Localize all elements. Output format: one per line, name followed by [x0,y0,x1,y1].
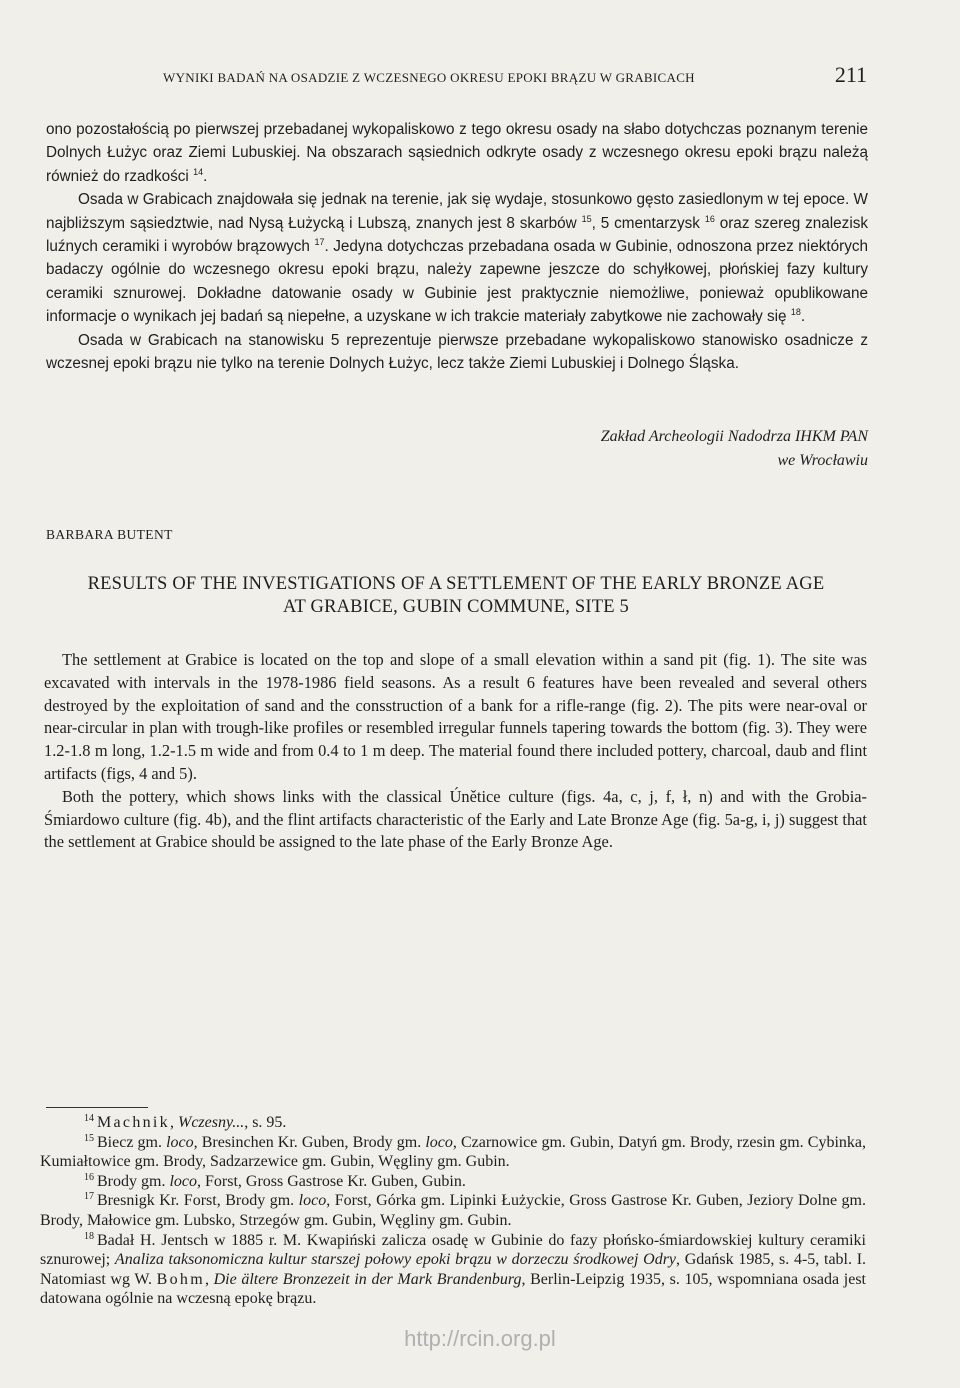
paragraph: The settlement at Grabice is located on the top and slope of a small elevation within a sand pit (fig. 1). The site was excavated with intervals in the 1978-1986 field seasons. As a result 6 features have been revealed and several others destroyed by the exploitation of sand and the consstruction of a bank for a rifle-range (fig. 2). The pits were near-oval or near-circular in plan with trough-like profiles or resembled irregular funnels tapering towards the bottom (fig. 3). They were 1.2-1.8 m long, 1.2-1.5 m wide and from 0.4 to 1 m deep. The material found there included pottery, charcoal, daub and flint artifacts (figs, 4 and 5). [44,650,867,783]
footnote [40,1191,866,1230]
paragraph: Both the pottery, which shows links with the classical Únětice culture (figs. 4a, c, j, f, ł, n) and with the Grobia-Śmiardowo culture (fig. 4b), and the flint artifacts characteristic of the Early and Late Bronze Age (fig. 5a-g, i, j) suggest that the settlement at Grabice should be assigned to the late phase of the Early Bronze Age. [44,786,867,852]
footnote-text: Machnik [97,1114,170,1131]
footnote-rule [46,1107,148,1108]
footnote-text: , Berlin-Leipzig 1935, s. 105, wspomniana osada jest datowana ogólnie na wczesną epokę brązu. [40,1270,866,1308]
footnote-text: loco [425,1133,453,1151]
article-title [46,573,866,619]
footnote-text: , [204,1270,214,1288]
footnote-text: , Forst, Gross Gastrose Kr. Guben, Gubin. [197,1172,466,1190]
footnote-text: , [169,1114,178,1131]
text-run: . [203,167,208,185]
text-run: oraz szereg znalezisk luźnych ceramiki i wyrobów brązowych [46,214,869,256]
paragraph [46,188,868,328]
title-line: RESULTS OF THE INVESTIGATIONS OF A SETTLEMENT OF THE EARLY BRONZE AGE [87,574,825,594]
footnote-text: loco [166,1133,194,1151]
footnote-ref: 17 [314,237,325,248]
footnote-text: Biecz gm. [97,1133,167,1151]
footnote-number: 15 [84,1132,94,1144]
footnote-text: , s. 95. [244,1114,287,1131]
footnote [40,1231,866,1309]
footnote [40,1113,866,1133]
footnotes [40,1113,866,1309]
footnote-text: , Forst, Górka gm. Lipinki Łużyckie, Gross Gastrose Kr. Guben, Jeziory Dolne gm. Brody, Małowice gm. Lubsko, Strzegów gm. Gubin, Węgliny gm. Gubin. [40,1192,867,1229]
footnote-ref: 15 [581,213,592,224]
footnote-text: , Czarnowice gm. Gubin, Datyń gm. Brody, rzesin gm. Cybinka, Kumiałtowice gm. Brody, Sadzarzewice gm. Gubin, Węgliny gm. Gubin. [40,1133,866,1171]
footnote-number: 17 [84,1191,94,1203]
english-summary [44,649,867,854]
text-run: ono pozostałością po pierwszej przebadanej wykopaliskowo z tego okresu osady na słabo dotychczas poznanym terenie Dolnych Łużyc oraz Ziemi Lubuskiej. Na obszarach sąsiednich odkryte osady z wczesnego okresu epoki brązu należą również do rzadkości [46,121,868,185]
footnote-ref: 18 [790,307,801,318]
footnote-ref: 16 [704,213,715,224]
title-line: AT GRABICE, GUBIN COMMUNE, SITE 5 [283,597,629,617]
page-number: 211 [834,62,867,87]
footnote-number: 16 [84,1171,94,1183]
footnote-number: 18 [84,1230,94,1242]
footnote [40,1172,866,1192]
running-head: WYNIKI BADAŃ NA OSADZIE Z WCZESNEGO OKRESU EPOKI BRĄZU W GRABICACH [163,70,695,85]
footnote-number: 14 [84,1113,94,1124]
footnote-text: loco [298,1192,327,1210]
text-run: Osada w Grabicach znajdowała się jednak na terenie, jak się wydaje, stosunkowo gęsto zasiedlonym w tej epoce. W najbliższym sąsiedztwie, nad Nysą Łużycką i Lubszą, znanych jest 8 skarbów [46,191,868,232]
footnote-text: Wczesny... [177,1114,245,1131]
text-run: . Jedyna dotychczas przebadana osada w Gubinie, odnoszona przez niektórych badaczy ogólnie do wczesnego okresu epoki brązu, należy zapewne jeszcze do schyłkowej, płońskiej fazy kultury ceramiki sznurowej. Dokładne datowanie osady w Gubinie jest praktycznie niemożliwe, ponieważ opublikowane informacje o wynikach jej badań są niepełne, a uzyskane w ich trakcie materiały zabytkowe nie zachowały się [46,238,869,326]
footnote [40,1133,866,1172]
footnote-text: Die ältere Bronzezeit in der Mark Brandenburg [213,1270,522,1288]
footnote-text: loco [169,1172,197,1190]
author-name: BARBARA BUTENT [46,527,173,542]
footnote-text: Analiza taksonomiczna kultur starszej połowy epoki brązu w dorzeczu środkowej Odry [114,1251,677,1269]
polish-body [46,118,868,375]
affiliation-line: we Wrocławiu [777,452,868,469]
footnote-text: Bresnigk Kr. Forst, Brody gm. [97,1192,299,1210]
footnote-text: , Bresinchen Kr. Guben, Brody gm. [193,1133,426,1151]
watermark: http://rcin.org.pl [404,1326,556,1351]
footnote-text: Bohm [156,1270,205,1288]
paragraph: Osada w Grabicach na stanowisku 5 reprezentuje pierwsze przebadane wykopaliskowo stanowisko osadnicze z wczesnej epoki brązu nie tylko na terenie Dolnych Łużyc, lecz także Ziemi Lubuskiej i Dolnego Śląska. [46,331,868,373]
affiliation-line: Zakład Archeologii Nadodrza IHKM PAN [600,428,868,445]
paragraph [46,118,868,188]
footnote-text: , Gdańsk 1985, s. 4-5, tabl. I. Natomiast wg W. [40,1251,867,1288]
footnote-text: Badał H. Jentsch w 1885 r. M. Kwapiński zalicza osadę w Gubinie do fazy płońsko-śmiardowskiej kultury ceramiki sznurowej; [40,1231,866,1269]
footnote-ref: 14 [193,166,204,177]
text-run: . [800,308,806,326]
affiliation [601,425,868,473]
footnote-text: Brody gm. [97,1172,170,1190]
text-run: , 5 cmentarzysk [591,214,700,232]
